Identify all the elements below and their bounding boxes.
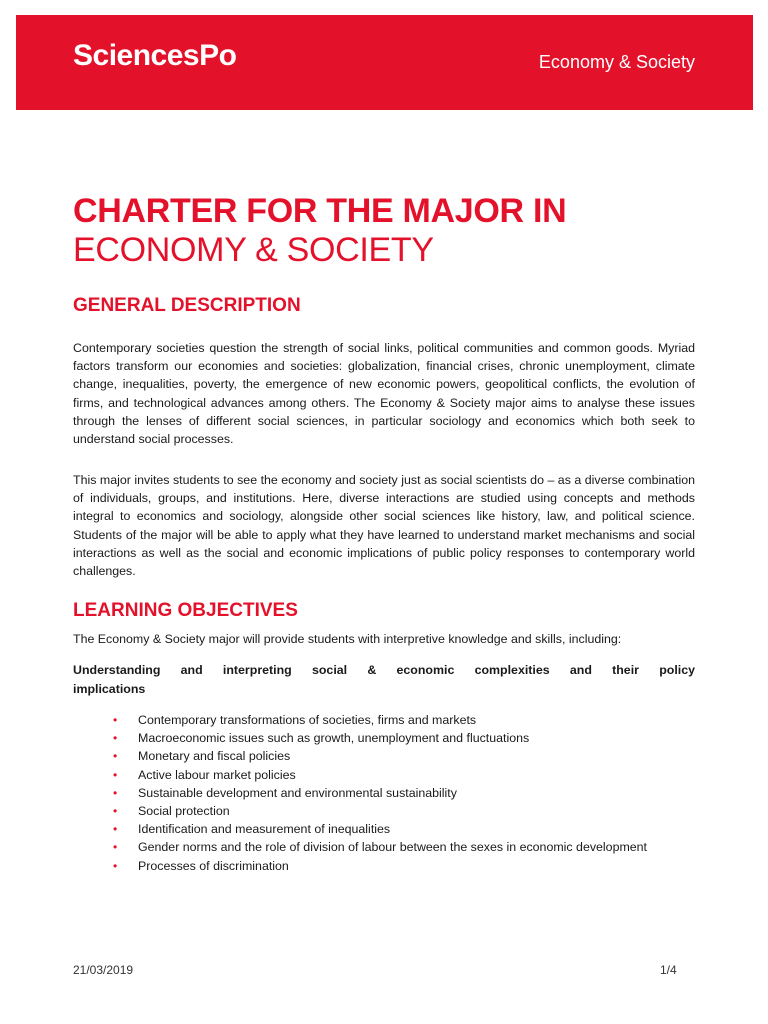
general-description-heading: GENERAL DESCRIPTION [73, 295, 301, 316]
bullet-icon: • [113, 822, 118, 837]
subheading-line-2: implications [73, 682, 146, 696]
bullet-icon: • [113, 767, 118, 782]
bullet-icon: • [113, 731, 118, 746]
list-item: • Sustainable development and environmental sustainability [113, 784, 647, 802]
bullet-icon: • [113, 840, 118, 855]
subheading-line-1: Understanding and interpreting social & economic complexities and their policy [73, 663, 695, 677]
list-item: • Active labour market policies [113, 766, 647, 784]
list-item: • Identification and measurement of inequalities [113, 820, 647, 838]
section-label: Economy & Society [538, 52, 695, 72]
list-item: • Processes of discrimination [113, 857, 647, 875]
objectives-subheading [73, 661, 695, 699]
bullet-icon: • [113, 749, 118, 764]
bullet-icon: • [113, 803, 118, 818]
general-paragraph-1: Contemporary societies question the strength of social links, political communities and common goods. Myriad factors transform our economies and societies: globalization, financial crises, chronic unemployment, climate change, inequalities, poverty, the emergence of new economic powers, geopolitical conflicts, the evolution of firms, and technological advances among others. The Economy & Society major aims to analyse these issues through the lenses of different social sciences, in particular sociology and economics which both seek to understand social processes. [73, 341, 695, 447]
bullet-icon: • [113, 858, 118, 873]
objectives-intro: The Economy & Society major will provide students with interpretive knowledge and skills, including: [73, 632, 622, 646]
bullet-icon: • [113, 713, 118, 727]
header-banner [16, 15, 753, 110]
list-item: • Social protection [113, 802, 647, 820]
document-title-line2: ECONOMY & SOCIETY [73, 231, 434, 269]
footer-date: 21/03/2019 [73, 963, 134, 977]
learning-objectives-heading: LEARNING OBJECTIVES [73, 600, 298, 621]
list-item: • Macroeconomic issues such as growth, unemployment and fluctuations [113, 729, 647, 747]
bullet-icon: • [113, 785, 118, 800]
sciencespo-logo: SciencesPo [73, 39, 237, 72]
document-title-line1: CHARTER FOR THE MAJOR IN [73, 192, 567, 230]
page-number: 1/4 [660, 963, 677, 977]
list-item: • Contemporary transformations of societies, firms and markets [113, 711, 647, 729]
list-item: • Gender norms and the role of division of labour between the sexes in economic development [113, 838, 647, 856]
general-paragraph-2: This major invites students to see the economy and society just as social scientists do – as a diverse combination of individuals, groups, and institutions. Here, diverse interactions are studied using concepts and methods integral to economics and sociology, alongside other social sciences like history, law, and political science. Students of the major will be able to apply what they have learned to understand market mechanisms and social interactions as well as the social and economic implications of public policy responses to contemporary world challenges. [73, 473, 695, 579]
list-item: • Monetary and fiscal policies [113, 747, 647, 765]
objectives-list [113, 711, 647, 875]
